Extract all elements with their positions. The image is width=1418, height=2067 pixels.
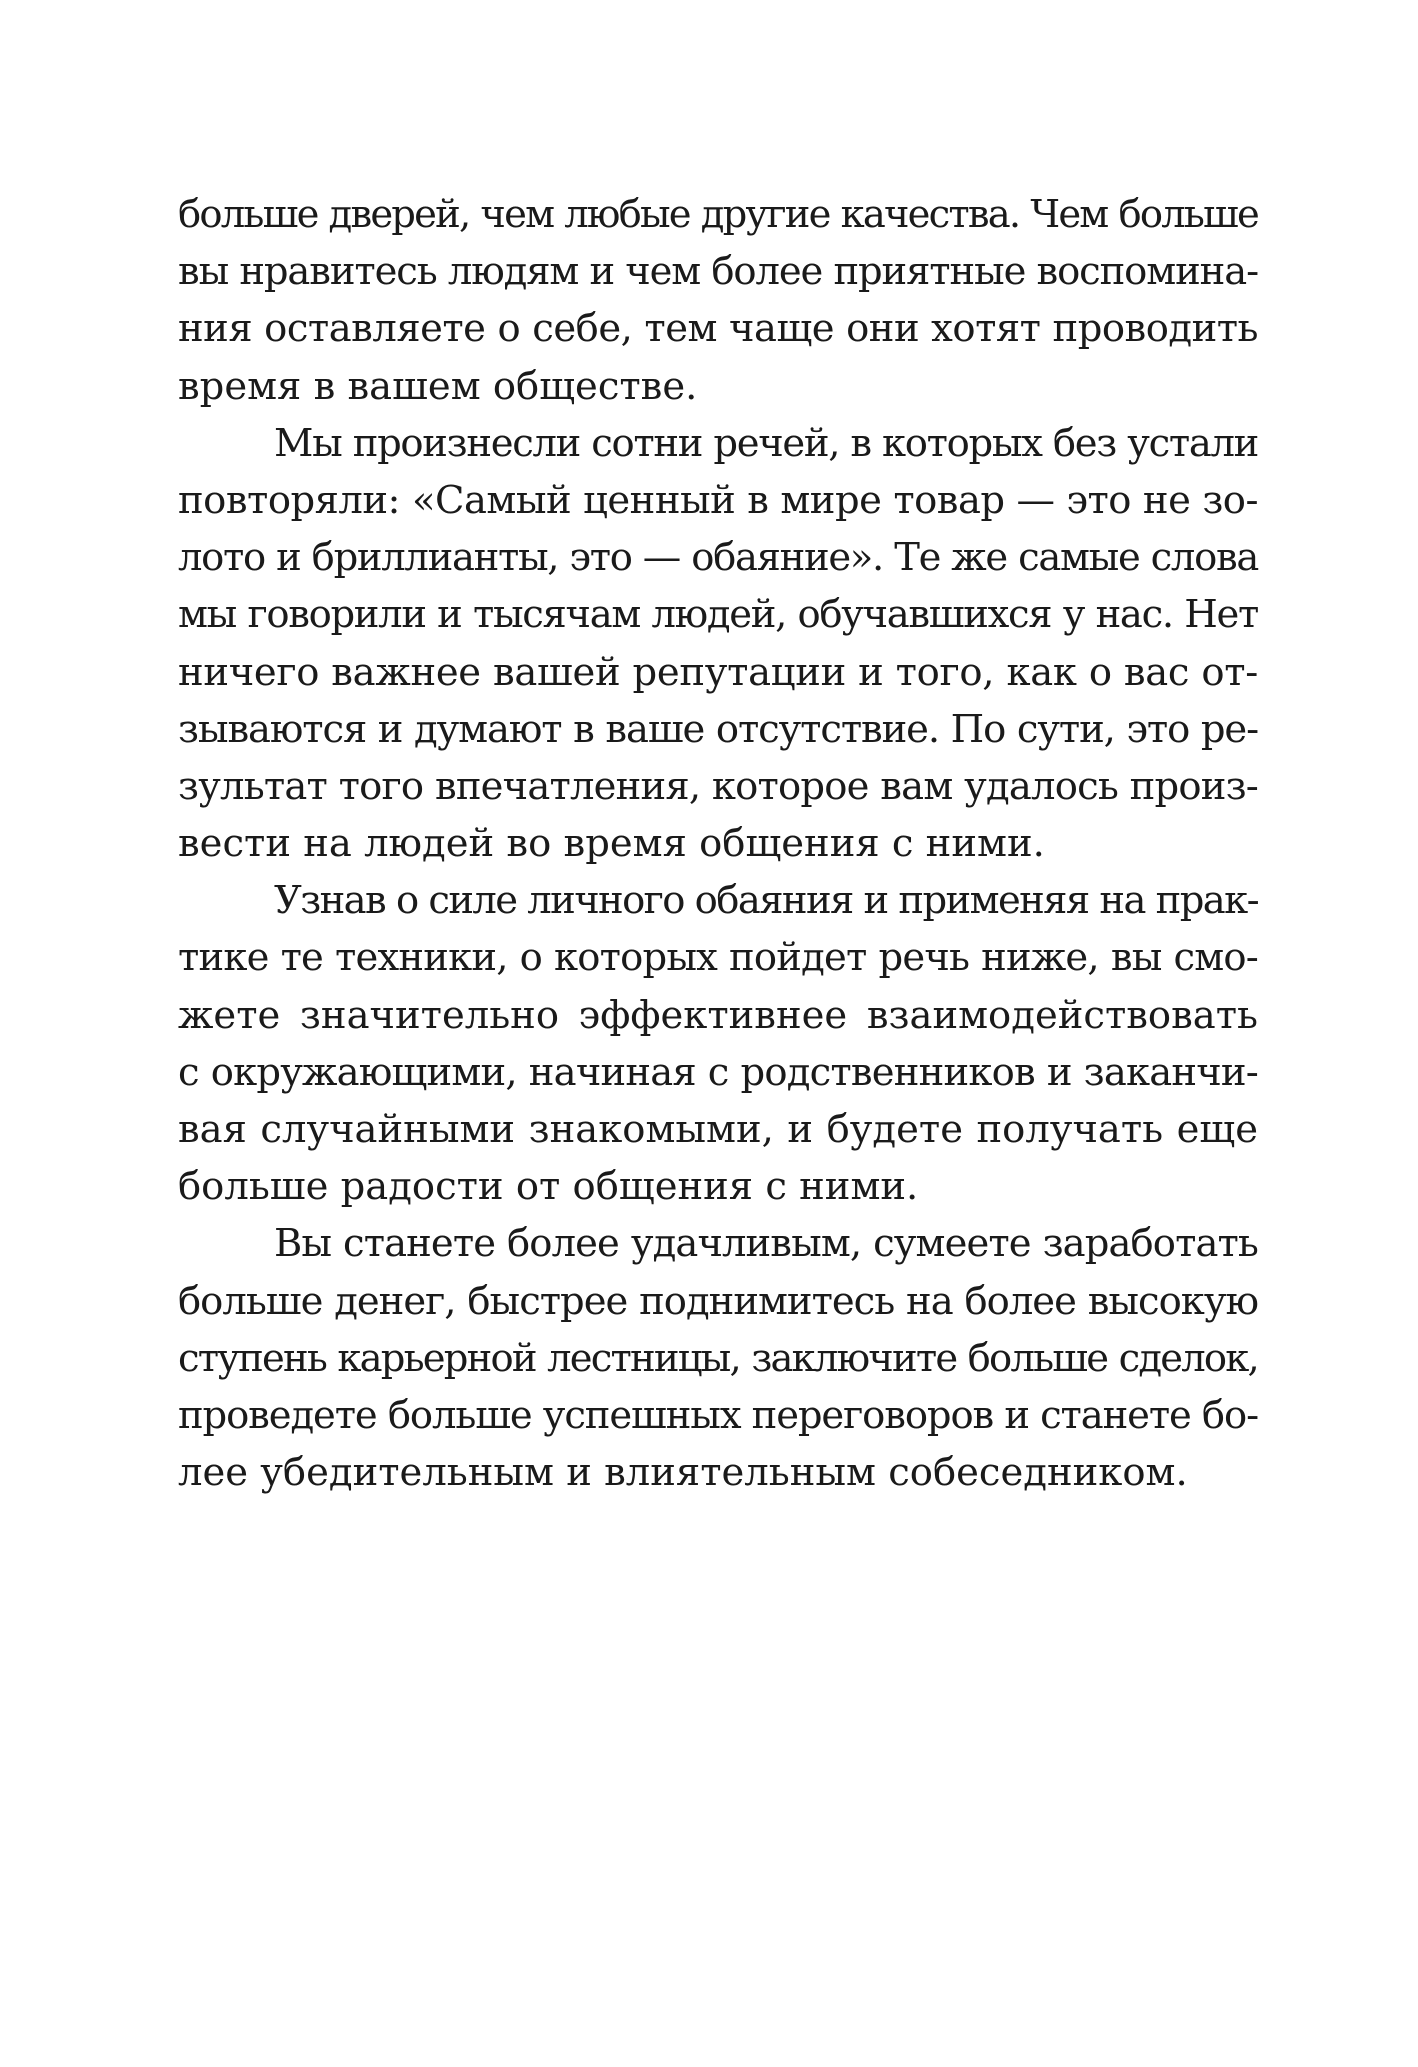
text-line: проведете больше успешных переговоров и станете бо- bbox=[178, 1392, 1258, 1438]
text-line: зываются и думают в ваше отсутствие. По сути, это ре- bbox=[178, 706, 1258, 752]
text-line: больше радости от общения с ними. bbox=[178, 1164, 919, 1210]
text-line: с окружающими, начиная с родственников и заканчи- bbox=[178, 1049, 1258, 1095]
text-line: ния оставляете о себе, тем чаще они хотят проводить bbox=[178, 306, 1258, 352]
paragraph bbox=[178, 186, 1258, 415]
body-text bbox=[178, 186, 1258, 1501]
text-line: ступень карьерной лестницы, заключите больше сделок, bbox=[178, 1335, 1258, 1381]
paragraph bbox=[178, 415, 1258, 873]
text-line: лее убедительным и влиятельным собеседником. bbox=[178, 1450, 1188, 1496]
text-line: лото и бриллианты, это — обаяние». Те же самые слова bbox=[178, 535, 1258, 581]
text-line: больше денег, быстрее поднимитесь на более высокую bbox=[178, 1278, 1258, 1324]
text-line: вая случайными знакомыми, и будете получать еще bbox=[178, 1107, 1258, 1152]
text-line: вести на людей во время общения с ними. bbox=[178, 821, 1045, 867]
text-line: Мы произнесли сотни речей, в которых без устали bbox=[274, 420, 1258, 466]
text-line: больше дверей, чем любые другие качества. Чем больше bbox=[178, 192, 1258, 237]
text-line: жете значительно эффективнее взаимодействовать bbox=[178, 992, 1258, 1038]
text-line: мы говорили и тысячам людей, обучавшихся у нас. Нет bbox=[178, 592, 1258, 638]
text-line: зультат того впечатления, которое вам удалось произ- bbox=[178, 763, 1258, 809]
paragraph bbox=[178, 1215, 1258, 1501]
text-line: вы нравитесь людям и чем более приятные воспомина- bbox=[178, 249, 1258, 295]
text-line: тике те техники, о которых пойдет речь ниже, вы смо- bbox=[178, 935, 1258, 981]
text-line: повторяли: «Самый ценный в мире товар — это не зо- bbox=[178, 477, 1258, 523]
text-line: Узнав о силе личного обаяния и применяя на прак- bbox=[274, 878, 1258, 924]
paragraph bbox=[178, 872, 1258, 1215]
text-line: Вы станете более удачливым, сумеете заработать bbox=[274, 1221, 1258, 1267]
text-line: ничего важнее вашей репутации и того, как о вас от- bbox=[178, 649, 1258, 695]
text-line: время в вашем обществе. bbox=[178, 363, 698, 409]
